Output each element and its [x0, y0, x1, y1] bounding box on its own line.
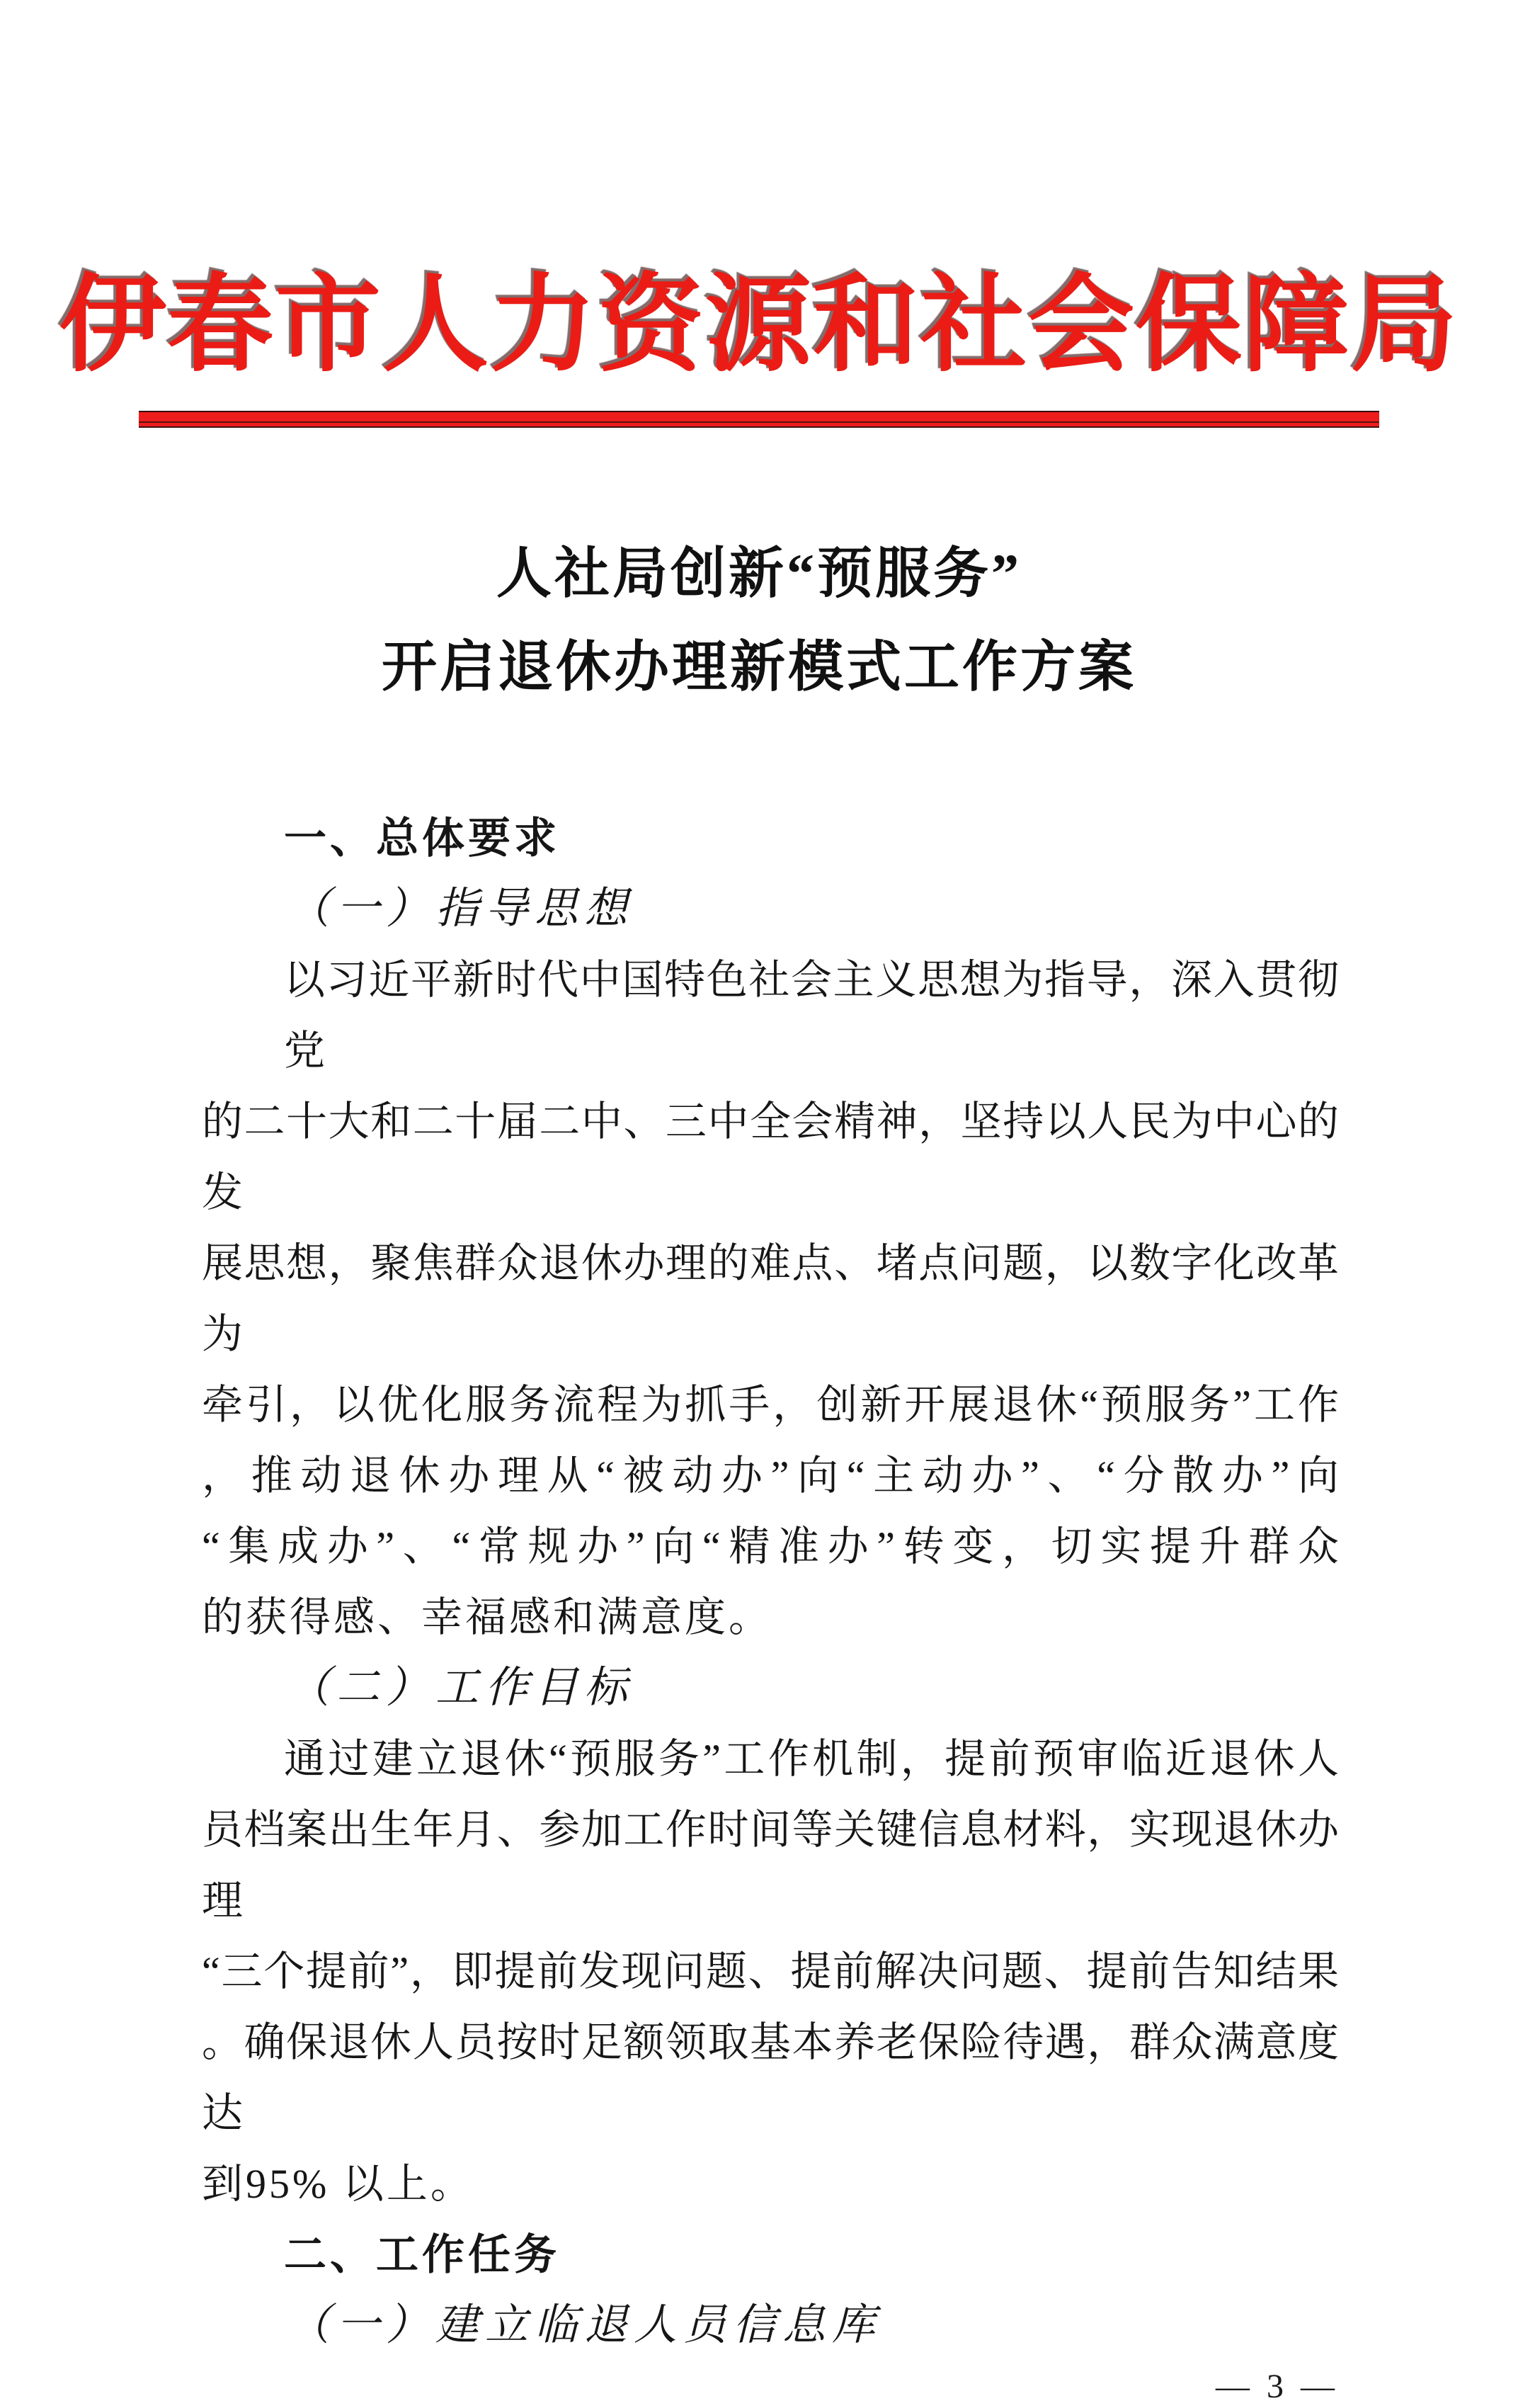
paragraph-guiding-ideology [202, 945, 1339, 1653]
agency-masthead: 伊春市人力资源和社会保障局 [59, 267, 1459, 385]
paragraph-line: 展思想，聚焦群众退休办理的难点、堵点问题，以数字化改革为 [202, 1240, 1339, 1357]
paragraph-line: 牵引，以优化服务流程为抓手，创新开展退休“预服务”工作 [202, 1382, 1339, 1428]
document-title [0, 527, 1518, 714]
subsection-1-2-heading: （二）工作目标 [287, 1664, 634, 1712]
paragraph-line: “三个提前”，即提前发现问题、提前解决问题、提前告知结果 [202, 1948, 1339, 1994]
document-body [202, 803, 1339, 2361]
section-2-heading: 二、工作任务 [284, 2231, 560, 2278]
subsection-2-1-heading: （一）建立临退人员信息库 [287, 2302, 882, 2349]
document-page [0, 259, 1518, 2405]
paragraph-line: 员档案出生年月、参加工作时间等关键信息材料，实现退休办理 [202, 1807, 1339, 1924]
paragraph-line: 到95% 以上。 [202, 2161, 474, 2207]
masthead-rule [139, 411, 1379, 428]
section-1-heading: 一、总体要求 [284, 814, 560, 862]
title-line-1: 人社局创新“预服务” [496, 543, 1022, 604]
paragraph-line: 的获得感、幸福感和满意度。 [202, 1594, 773, 1640]
paragraph-line: ，推动退休办理从“被动办”向“主动办”、“分散办”向 [202, 1453, 1339, 1499]
paragraph-line: 的二十大和二十届二中、三中全会精神，坚持以人民为中心的发 [202, 1098, 1339, 1215]
paragraph-line: 。确保退休人员按时足额领取基本养老保险待遇，群众满意度达 [202, 2019, 1339, 2136]
paragraph-line: 以习近平新时代中国特色社会主义思想为指导，深入贯彻党 [284, 957, 1339, 1074]
title-line-2: 开启退休办理新模式工作方案 [381, 636, 1136, 698]
paragraph-line: 通过建立退休“预服务”工作机制，提前预审临近退休人 [284, 1736, 1339, 1782]
paragraph-work-goal [202, 1724, 1339, 2220]
subsection-1-1-heading: （一）指导思想 [287, 885, 634, 933]
page-number: — 3 — [1216, 2368, 1339, 2405]
paragraph-line: “集成办”、“常规办”向“精准办”转变，切实提升群众 [202, 1523, 1339, 1569]
